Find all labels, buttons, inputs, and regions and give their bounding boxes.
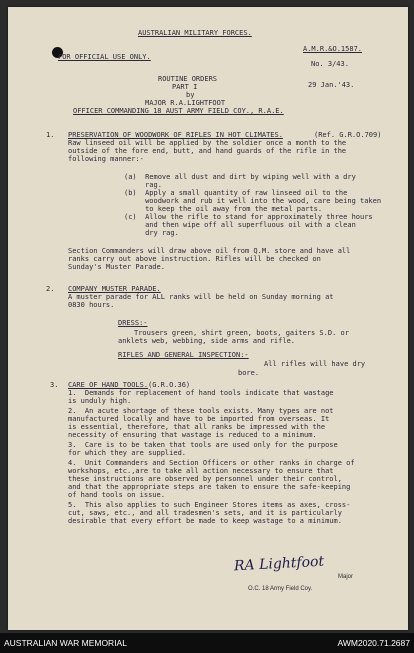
handwritten-signature: RA Lightfoot bbox=[233, 553, 325, 575]
section-3-line: 4. Unit Commanders and Section Officers or other ranks in charge of bbox=[68, 459, 355, 467]
reference-number: A.M.R.&O.1587. bbox=[303, 45, 363, 53]
section-1-step: (c) Allow the rifle to stand for approximately three hours bbox=[124, 213, 373, 221]
section-3-line: 1. Demands for replacement of hand tools indicate that wastage bbox=[68, 389, 334, 397]
section-1-text: following manner:- bbox=[68, 155, 144, 163]
section-3-line: 3. Care is to be taken that tools are used only for the purpose bbox=[68, 441, 338, 449]
footer-bar bbox=[0, 633, 414, 653]
heading-routine-orders: ROUTINE ORDERS bbox=[158, 75, 218, 83]
dress-text: anklets web, webbing, side arms and rifle. bbox=[118, 337, 296, 345]
section-3-line: desirable that every effort be made to keep wastage to a minimum. bbox=[68, 517, 342, 525]
inspection-text: All rifles will have dry bbox=[264, 360, 366, 368]
heading-officer-title: OFFICER COMMANDING 18 AUST ARMY FIELD COY., R.A.E. bbox=[73, 107, 284, 115]
section-1-step: and then wipe off all superfluous oil with a clean bbox=[124, 221, 356, 229]
section-3-ref: (G.R.O.36) bbox=[148, 381, 191, 389]
section-1-number: 1. bbox=[46, 131, 55, 139]
section-1-closing: Section Commanders will draw above oil from Q.M. store and have all bbox=[68, 247, 351, 255]
section-1-closing: ranks carry out above instruction. Rifles will be checked on bbox=[68, 255, 321, 263]
inspection-text: bore. bbox=[238, 369, 260, 377]
heading-officer-name: MAJOR R.A.LIGHTFOOT bbox=[145, 99, 226, 107]
section-3-line: 2. An acute shortage of these tools exists. Many types are not bbox=[68, 407, 334, 415]
section-3-line: is essential, therefore, that all ranks be impressed with the bbox=[68, 423, 326, 431]
section-3-line: workshops, etc.,are to take all action necessary to ensure that bbox=[68, 467, 334, 475]
section-1-ref: (Ref. G.R.O.709) bbox=[314, 131, 382, 139]
section-3-line: cut, saws, etc., and all tradesmen's sets, and it is particularly bbox=[68, 509, 342, 517]
section-3-number: 3. bbox=[50, 381, 59, 389]
order-number: No. 3/43. bbox=[311, 60, 349, 68]
section-1-text: outside of the fore end, butt, and hand guards of the rifle in the bbox=[68, 147, 347, 155]
section-1-step: to keep the oil away from the metal parts. bbox=[124, 205, 323, 213]
inspection-label: RIFLES AND GENERAL INSPECTION:- bbox=[118, 351, 249, 359]
section-3-line: of hand tools on issue. bbox=[68, 491, 165, 499]
heading-by: by bbox=[186, 91, 195, 99]
section-1-closing: Sunday's Muster Parade. bbox=[68, 263, 165, 271]
section-3-line: 5. This also applies to such Engineer Stores items as axes, cross- bbox=[68, 501, 351, 509]
section-3-title: CARE OF HAND TOOLS. bbox=[68, 381, 149, 389]
section-1-step: rag. bbox=[124, 181, 162, 189]
section-1-step: woodwork and rub it well into the wood, care being taken bbox=[124, 197, 382, 205]
section-3-line: and that the appropriate steps are taken to ensure the safe-keeping bbox=[68, 483, 351, 491]
section-1-title: PRESERVATION OF WOODWORK OF RIFLES IN HOT CLIMATES. bbox=[68, 131, 283, 139]
section-1-text: Raw linseed oil will be applied by the soldier once a month to the bbox=[68, 139, 347, 147]
footer-institution: AUSTRALIAN WAR MEMORIAL bbox=[4, 638, 127, 648]
section-1-step: (a) Remove all dust and dirt by wiping well with a dry bbox=[124, 173, 356, 181]
order-date: 29 Jan.'43. bbox=[308, 81, 355, 89]
section-1-step: (b) Apply a small quantity of raw linseed oil to the bbox=[124, 189, 348, 197]
section-1-step: dry rag. bbox=[124, 229, 179, 237]
heading-part: PART I bbox=[172, 83, 198, 91]
section-3-line: for which they are supplied. bbox=[68, 449, 187, 457]
section-2-title: COMPANY MUSTER PARADE. bbox=[68, 285, 161, 293]
document-title: AUSTRALIAN MILITARY FORCES. bbox=[138, 29, 252, 37]
section-3-line: is unduly high. bbox=[68, 397, 132, 405]
section-2-number: 2. bbox=[46, 285, 55, 293]
signature-title: O.C. 18 Army Field Coy. bbox=[248, 586, 313, 592]
section-2-text: 0830 hours. bbox=[68, 301, 115, 309]
section-3-line: manufactured locally and have to be imported from overseas. It bbox=[68, 415, 330, 423]
dress-label: DRESS:- bbox=[118, 319, 148, 327]
signature-rank: Major bbox=[338, 574, 354, 580]
section-3-line: necessity of ensuring that wastage is reduced to a minimum. bbox=[68, 431, 317, 439]
section-3-line: these instructions are observed by personnel under their control, bbox=[68, 475, 342, 483]
document-page bbox=[8, 7, 408, 630]
dress-text: Trousers green, shirt green, boots, gaiters S.D. or bbox=[134, 329, 349, 337]
classification: FOR OFFICIAL USE ONLY. bbox=[58, 53, 151, 61]
section-2-text: A muster parade for ALL ranks will be held on Sunday morning at bbox=[68, 293, 334, 301]
footer-accession-number: AWM2020.71.2687 bbox=[337, 638, 410, 648]
